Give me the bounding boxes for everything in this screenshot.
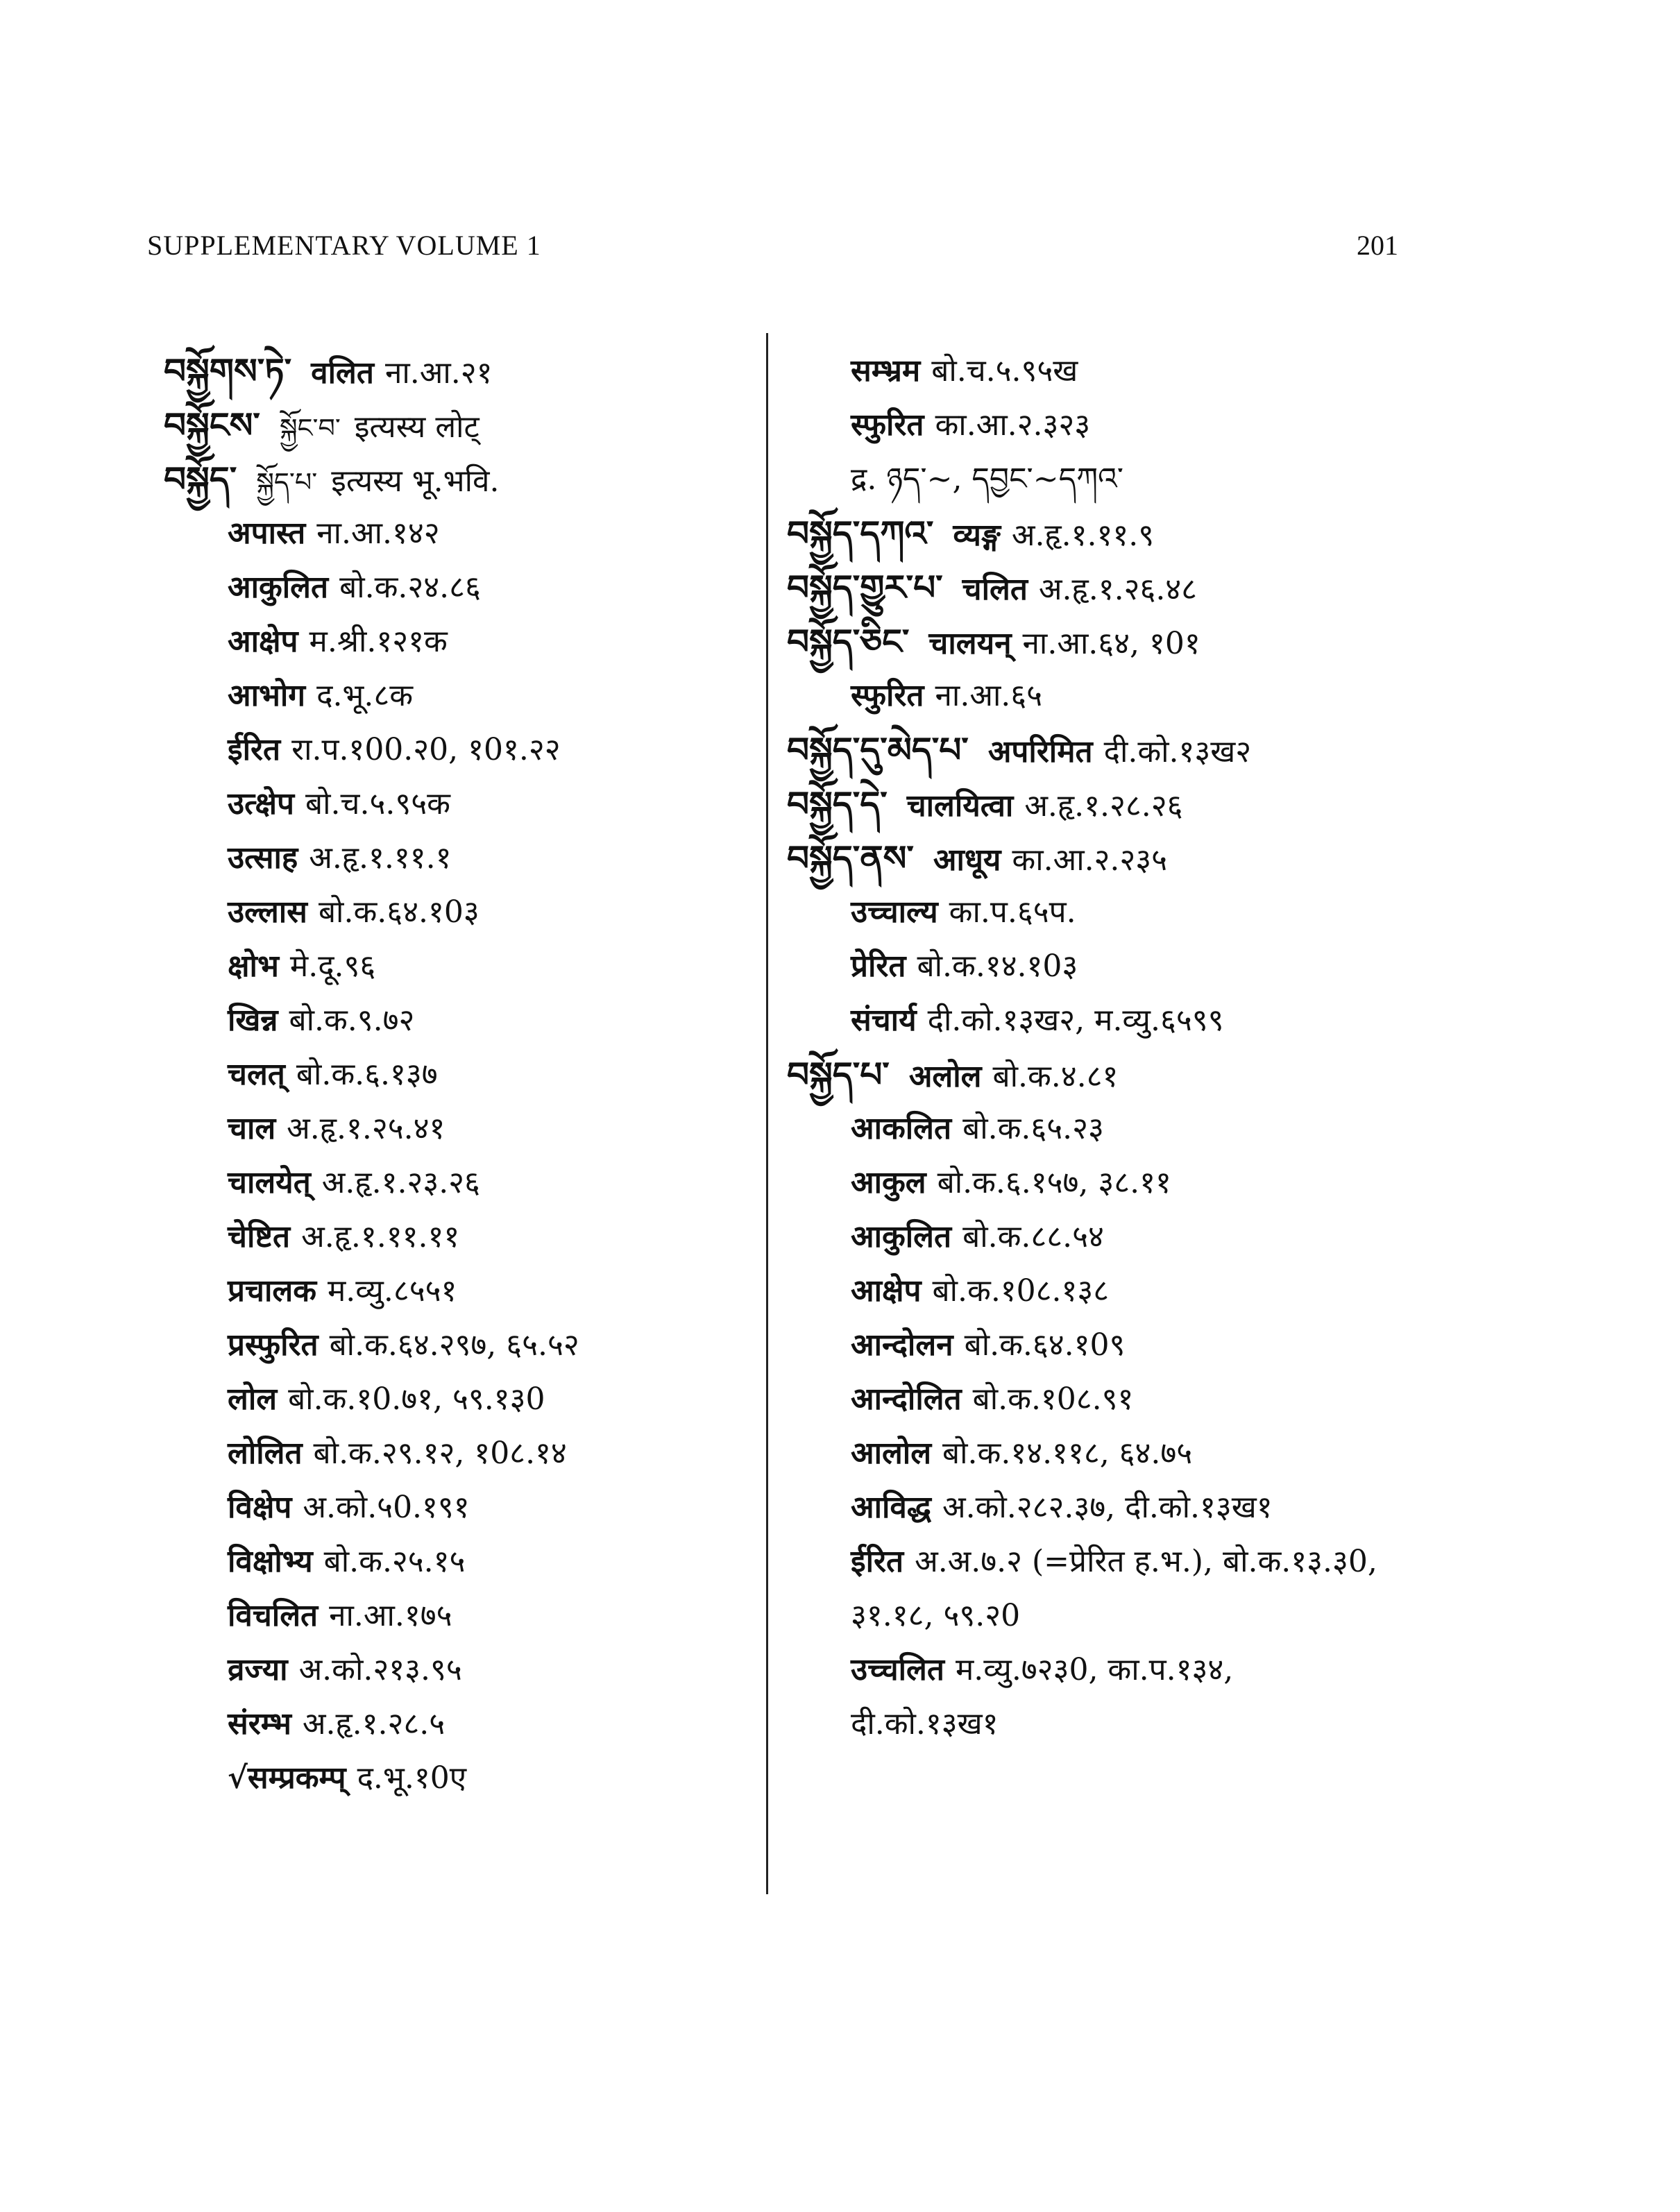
- dictionary-sub-entry: [787, 939, 1425, 994]
- sanskrit-term: उच्चाल्य: [851, 894, 938, 930]
- dictionary-sub-entry: [787, 1427, 1425, 1481]
- source-reference: बो.क.२९.१२, १0८.१४: [313, 1436, 567, 1471]
- sanskrit-term: प्रचालक: [228, 1273, 316, 1309]
- sanskrit-term: चलित: [962, 572, 1028, 607]
- sanskrit-term: चाल: [228, 1111, 276, 1146]
- dictionary-sub-entry: [787, 398, 1425, 452]
- sanskrit-term: आन्दोलित: [851, 1381, 962, 1417]
- sanskrit-term: सम्भ्रम: [851, 353, 921, 389]
- tibetan-headword: བསྐྱོད་: [164, 459, 237, 500]
- dictionary-sub-entry: [164, 615, 754, 669]
- source-reference: म.व्यु.८५५१: [328, 1273, 457, 1309]
- dictionary-headword-entry: [787, 615, 1425, 669]
- source-reference: बो.क.६४.२९७, ६५.५२: [329, 1327, 579, 1363]
- dictionary-sub-entry: [164, 1318, 754, 1372]
- source-reference: बो.क.२५.१५: [323, 1544, 466, 1579]
- tibetan-headword: བསྐྱོད་ཅིང་: [787, 621, 910, 662]
- sanskrit-term: आलोल: [851, 1436, 932, 1471]
- source-reference: अ.हृ.१.११.९: [1011, 518, 1155, 553]
- grammatical-note: इत्यस्य भू.भवि.: [331, 463, 500, 499]
- sanskrit-term: लोलित: [228, 1436, 303, 1471]
- source-reference: ना.आ.६४, १0१: [1022, 626, 1200, 661]
- tibetan-headword: བསྐྱོད་པ་: [787, 1054, 890, 1095]
- dictionary-sub-entry: [787, 1210, 1425, 1264]
- dictionary-headword-entry: [787, 507, 1425, 561]
- sanskrit-term: आन्दोलन: [851, 1327, 953, 1363]
- source-reference: अ.हृ.१.११.११: [301, 1219, 460, 1254]
- dictionary-sub-entry: [787, 1318, 1425, 1372]
- source-reference: बो.क.८८.५४: [962, 1219, 1104, 1254]
- dictionary-sub-entry: [164, 1535, 754, 1589]
- dictionary-sub-entry: [164, 994, 754, 1048]
- sanskrit-term: आक्षेप: [851, 1273, 922, 1309]
- source-reference: मे.दू.९६: [289, 948, 376, 984]
- dictionary-sub-entry: [787, 885, 1425, 939]
- sanskrit-term: आकुल: [851, 1165, 926, 1200]
- source-reference: दी.को.१३ख२: [1103, 734, 1252, 769]
- dictionary-headword-entry: [787, 831, 1425, 885]
- tibetan-gloss: སྐྱོང་བ་: [279, 413, 341, 443]
- source-reference: बो.क.६.१३७: [296, 1057, 438, 1092]
- dictionary-sub-entry: [787, 1156, 1425, 1210]
- sanskrit-term: चालयित्वा: [906, 788, 1014, 824]
- dictionary-sub-entry: [787, 1697, 1425, 1751]
- source-reference: ना.आ.२१: [384, 355, 493, 391]
- dictionary-sub-entry: [164, 885, 754, 939]
- source-reference: द.भू.१0ए: [357, 1760, 467, 1796]
- sanskrit-term: आकुलित: [228, 570, 329, 605]
- source-reference: बो.च.५.९५क: [305, 786, 450, 822]
- source-reference: का.प.६५प.: [949, 894, 1076, 930]
- source-reference: अ.हृ.१.११.१: [309, 840, 452, 876]
- source-reference: दी.को.१३ख२, म.व्यु.६५९९: [927, 1003, 1224, 1038]
- sanskrit-term: ईरित: [228, 732, 281, 767]
- dictionary-headword-entry: [787, 723, 1425, 777]
- source-reference: का.आ.२.२३५: [1012, 842, 1168, 878]
- dictionary-sub-entry: [787, 994, 1425, 1048]
- sanskrit-term: चालयेत्: [228, 1165, 311, 1200]
- sanskrit-term: चलत्: [228, 1057, 285, 1092]
- source-reference: अ.हृ.१.२८.५: [302, 1706, 446, 1742]
- sanskrit-term: व्रज्या: [228, 1652, 288, 1687]
- dictionary-sub-entry: [164, 1048, 754, 1102]
- source-reference: म.व्यु.७२३0, का.प.१३४,: [955, 1652, 1234, 1687]
- source-reference: ना.आ.१७५: [329, 1598, 452, 1633]
- sanskrit-term: अपास्त: [228, 516, 306, 551]
- dictionary-sub-entry: [164, 1751, 754, 1805]
- dictionary-sub-entry: [164, 1102, 754, 1156]
- dictionary-sub-entry: [164, 669, 754, 723]
- grammatical-note: दी.को.१३ख१: [851, 1706, 999, 1742]
- dictionary-sub-entry: [787, 1102, 1425, 1156]
- sanskrit-term: विक्षोभ्य: [228, 1544, 313, 1579]
- sanskrit-term: स्फुरित: [851, 678, 924, 713]
- sanskrit-term: लोल: [228, 1381, 278, 1417]
- dictionary-sub-entry: [164, 561, 754, 615]
- dictionary-headword-entry: [164, 398, 754, 452]
- dictionary-sub-entry: [164, 1210, 754, 1264]
- tibetan-headword: བསྐྱོགས་ཏེ་: [164, 350, 292, 391]
- source-reference: का.आ.२.३२३: [935, 407, 1091, 443]
- page-number: 201: [1357, 230, 1398, 261]
- source-reference: अ.को.५0.१९१: [303, 1490, 470, 1525]
- sanskrit-term: आक्षेप: [228, 624, 298, 659]
- source-reference: बो.क.६४.१0९: [964, 1327, 1126, 1363]
- sanskrit-term: आधूय: [933, 842, 1001, 878]
- dictionary-sub-entry: [787, 1535, 1425, 1589]
- source-reference: अ.अ.७.२ (=प्रेरित ह.भ.), बो.क.१३.३0,: [915, 1544, 1377, 1579]
- dictionary-sub-entry: [164, 1697, 754, 1751]
- source-reference: बो.क.१0.७१, ५९.१३0: [288, 1381, 545, 1417]
- dictionary-sub-entry: [164, 1264, 754, 1318]
- sanskrit-term: प्रेरित: [851, 948, 906, 984]
- dictionary-sub-entry: [164, 939, 754, 994]
- source-reference: म.श्री.१२१क: [309, 624, 448, 659]
- sanskrit-term: स्फुरित: [851, 407, 924, 443]
- dictionary-headword-entry: [787, 561, 1425, 615]
- source-reference: अ.हृ.१.२५.४१: [287, 1111, 446, 1146]
- dictionary-sub-entry: [164, 1156, 754, 1210]
- sanskrit-term: चेष्टित: [228, 1219, 291, 1254]
- sanskrit-term: उत्साह: [228, 840, 298, 876]
- source-reference: बो.च.५.९५ख: [931, 353, 1078, 389]
- source-reference: बो.क.६४.१0३: [318, 894, 480, 930]
- dictionary-sub-entry: [164, 1589, 754, 1643]
- sanskrit-term: आकुलित: [851, 1219, 952, 1254]
- dictionary-sub-entry: [164, 1481, 754, 1535]
- sanskrit-term: विचलित: [228, 1598, 319, 1633]
- sanskrit-term: आभोग: [228, 678, 306, 713]
- sanskrit-term: आविद्ध: [851, 1490, 931, 1525]
- grammatical-note: इत्यस्य लोट्: [354, 409, 480, 445]
- column-divider: [766, 333, 768, 1894]
- running-title: SUPPLEMENTARY VOLUME 1: [147, 230, 541, 261]
- tibetan-headword: བསྐྱོངས་: [164, 405, 260, 445]
- sanskrit-term: उल्लास: [228, 894, 307, 930]
- dictionary-sub-entry: [787, 1481, 1425, 1535]
- sanskrit-term: वलित: [311, 355, 374, 391]
- dictionary-sub-entry: [787, 669, 1425, 723]
- dictionary-sub-entry: [787, 1643, 1425, 1697]
- source-reference: अ.को.२१३.९५: [298, 1652, 462, 1687]
- source-reference: बो.क.६५.२३: [962, 1111, 1104, 1146]
- dictionary-sub-entry: [164, 831, 754, 885]
- grammatical-note: ३१.१८, ५९.२0: [851, 1598, 1021, 1633]
- sanskrit-term: ईरित: [851, 1544, 904, 1579]
- source-reference: अ.हृ.१.२३.२६: [321, 1165, 480, 1200]
- tibetan-headword: བསྐྱོད་དུ་མེད་པ་: [787, 729, 969, 770]
- sanskrit-term: संचार्य: [851, 1003, 917, 1038]
- sanskrit-term: प्रस्फुरित: [228, 1327, 319, 1363]
- source-reference: बो.क.६.१५७, ३८.११: [937, 1165, 1171, 1200]
- source-reference: बो.क.४.८१: [992, 1059, 1119, 1094]
- source-reference: बो.क.१0८.९१: [972, 1381, 1134, 1417]
- source-reference: बो.क.१४.११८, ६४.७५: [942, 1436, 1193, 1471]
- sanskrit-term: संरम्भ: [228, 1706, 291, 1742]
- sanskrit-term: अपरिमित: [987, 734, 1093, 769]
- dictionary-headword-entry: [164, 452, 754, 507]
- tibetan-headword: བསྐྱོད་དེ་: [787, 783, 888, 824]
- sanskrit-term: उत्क्षेप: [228, 786, 295, 822]
- dictionary-sub-entry: [164, 1643, 754, 1697]
- sanskrit-term: उच्चलित: [851, 1652, 944, 1687]
- source-reference: बो.क.२४.८६: [339, 570, 481, 605]
- dictionary-sub-entry: [787, 452, 1425, 507]
- grammatical-note: द्र. ཉད་~, དབྱང་~དཀའ་: [851, 461, 1124, 497]
- tibetan-headword: བསྐྱོད་དཀའ་: [787, 513, 934, 554]
- source-reference: बो.क.१४.१0३: [917, 948, 1078, 984]
- dictionary-sub-entry: [164, 507, 754, 561]
- dictionary-sub-entry: [164, 1372, 754, 1427]
- dictionary-sub-entry: [787, 1372, 1425, 1427]
- sanskrit-term: विक्षेप: [228, 1490, 292, 1525]
- sanskrit-term: क्षोभ: [228, 948, 279, 984]
- tibetan-headword: བསྐྱོད་ནས་: [787, 837, 914, 878]
- sanskrit-term: आकलित: [851, 1111, 952, 1146]
- source-reference: बो.क.१0८.१३८: [932, 1273, 1110, 1309]
- dictionary-sub-entry: [787, 1264, 1425, 1318]
- source-reference: ना.आ.६५: [935, 678, 1043, 713]
- sanskrit-term: अलोल: [908, 1059, 982, 1094]
- dictionary-sub-entry: [164, 723, 754, 777]
- left-column: [164, 344, 754, 1805]
- source-reference: ना.आ.१४२: [316, 516, 440, 551]
- tibetan-headword: བསྐྱོད་གྱུར་པ་: [787, 567, 943, 608]
- source-reference: अ.को.२८२.३७, दी.को.१३ख१: [942, 1490, 1273, 1525]
- sanskrit-term: √सम्प्रकम्प्: [228, 1760, 346, 1796]
- right-column: [787, 344, 1425, 1751]
- source-reference: द.भू.८क: [316, 678, 414, 713]
- dictionary-headword-entry: [787, 1048, 1425, 1102]
- sanskrit-term: खिन्न: [228, 1003, 278, 1038]
- sanskrit-term: चालयन्: [928, 626, 1012, 661]
- dictionary-sub-entry: [787, 344, 1425, 398]
- source-reference: अ.हृ.१.२८.२६: [1024, 788, 1183, 824]
- tibetan-gloss: སྐྱོད་པ་: [256, 467, 318, 497]
- source-reference: बो.क.९.७२: [289, 1003, 415, 1038]
- dictionary-sub-entry: [787, 1589, 1425, 1643]
- dictionary-sub-entry: [164, 1427, 754, 1481]
- dictionary-sub-entry: [164, 777, 754, 831]
- source-reference: अ.हृ.१.२६.४८: [1038, 572, 1198, 607]
- dictionary-headword-entry: [164, 344, 754, 398]
- sanskrit-term: व्यङ्ग: [953, 518, 1001, 553]
- dictionary-headword-entry: [787, 777, 1425, 831]
- source-reference: रा.प.१00.२0, १0१.२२: [291, 732, 561, 767]
